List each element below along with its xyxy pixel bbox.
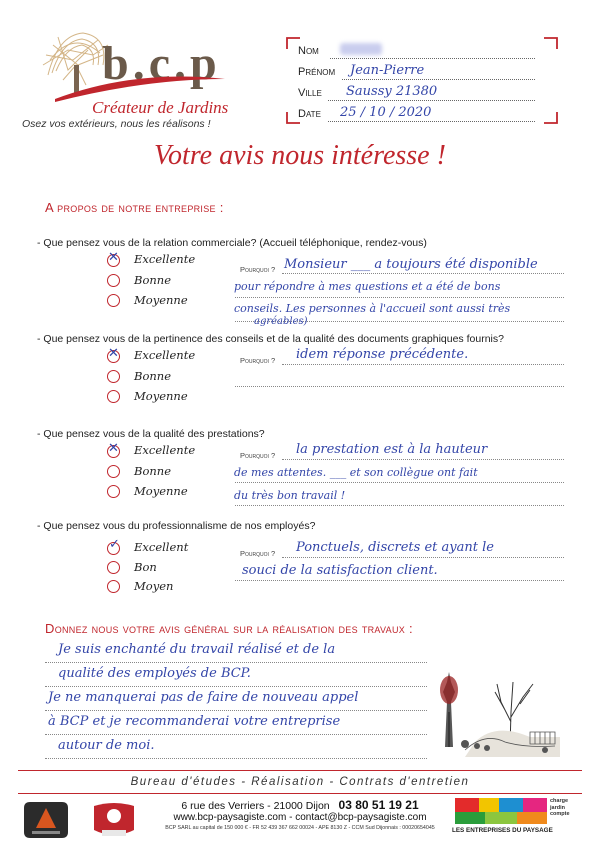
prenom-value: Jean-Pierre bbox=[350, 63, 425, 78]
nom-label: Nom bbox=[298, 45, 319, 57]
question-4: - Que pensez vous du professionnalisme de nos employés? bbox=[37, 520, 316, 532]
ville-value: Saussy 21380 bbox=[346, 84, 438, 99]
q4-option-moyen[interactable] bbox=[107, 580, 120, 593]
footer-email[interactable]: contact@bcp-paysagiste.com bbox=[295, 812, 427, 823]
general-line-4 bbox=[45, 734, 427, 735]
footer-phone: 03 80 51 19 21 bbox=[338, 798, 419, 812]
q1-option-label-2: Bonne bbox=[134, 273, 171, 287]
q1-answer-2: pour répondre à mes questions et a été de bons bbox=[234, 280, 501, 293]
q3-check-mark: ✕ bbox=[108, 441, 119, 456]
q4-pourquoi: Pourquoi ? bbox=[240, 549, 276, 558]
q1-option-label-1: Excellente bbox=[134, 252, 196, 266]
brand-name: b.c.p bbox=[102, 37, 221, 90]
q3-answer-2: de mes attentes. ___ et son collègue ont fait bbox=[234, 466, 478, 479]
general-answer-2: qualité des employés de BCP. bbox=[58, 666, 251, 681]
footer-legal: BCP SARL au capital de 150 000 € - FR 52 439 367 662 00024 - APE 8130 Z - CCM Sud Dijonnais : 00020654045 bbox=[165, 825, 435, 831]
q2-line-2 bbox=[235, 386, 564, 387]
logo-block-green bbox=[455, 812, 485, 824]
q1-check-mark: ✕ bbox=[108, 250, 119, 265]
q3-option-label-2: Bonne bbox=[134, 464, 171, 478]
q2-pourquoi: Pourquoi ? bbox=[240, 356, 276, 365]
brand-tagline: Osez vos extérieurs, nous les réalisons ! bbox=[22, 118, 211, 130]
logo-block-orange bbox=[517, 812, 547, 824]
logo-block-pink bbox=[523, 798, 547, 812]
general-line-2 bbox=[45, 686, 427, 687]
q2-option-moyenne[interactable] bbox=[107, 390, 120, 403]
prenom-label: Prénom bbox=[298, 66, 336, 78]
section-company-title: A propos de notre entreprise : bbox=[45, 200, 224, 215]
q3-line-3 bbox=[235, 505, 564, 506]
q2-option-label-3: Moyenne bbox=[134, 389, 188, 403]
q2-check-mark: ✕ bbox=[108, 346, 119, 361]
general-answer-4: à BCP et je recommanderai votre entreprise bbox=[48, 714, 341, 729]
footer-top-rule bbox=[18, 770, 582, 771]
q1-line-2 bbox=[235, 297, 564, 298]
logo-block-red bbox=[455, 798, 479, 812]
q3-option-label-1: Excellente bbox=[134, 443, 196, 457]
ville-label: Ville bbox=[298, 87, 322, 99]
logo-right-name: LES ENTREPRISES DU PAYSAGE bbox=[452, 827, 553, 834]
identity-box bbox=[286, 37, 558, 124]
logo-block-blue bbox=[499, 798, 523, 812]
prenom-line bbox=[342, 79, 535, 80]
footer-address-line bbox=[150, 798, 450, 812]
q4-option-label-2: Bon bbox=[134, 560, 157, 574]
q3-answer-3: du très bon travail ! bbox=[234, 489, 346, 502]
general-line-1 bbox=[45, 662, 427, 663]
q2-answer-1: idem réponse précédente. bbox=[296, 347, 469, 362]
footer-services: Bureau d'études - Réalisation - Contrats d'entretien bbox=[130, 776, 470, 788]
section-general-title: Donnez nous votre avis général sur la réalisation des travaux : bbox=[45, 621, 413, 636]
q1-option-bonne[interactable] bbox=[107, 274, 120, 287]
question-3: - Que pensez vous de la qualité des prestations? bbox=[37, 428, 265, 440]
date-label: Date bbox=[298, 108, 321, 120]
nom-line bbox=[330, 58, 535, 59]
garden-illustration-icon bbox=[435, 662, 560, 757]
q4-option-label-3: Moyen bbox=[134, 579, 174, 593]
q1-line-1 bbox=[282, 273, 564, 274]
q3-pourquoi: Pourquoi ? bbox=[240, 451, 276, 460]
q4-option-bon[interactable] bbox=[107, 561, 120, 574]
q2-option-label-2: Bonne bbox=[134, 369, 171, 383]
q2-option-label-1: Excellente bbox=[134, 348, 196, 362]
q2-line-1 bbox=[282, 364, 564, 365]
question-2: - Que pensez vous de la pertinence des conseils et de la qualité des documents graphiques fournis? bbox=[37, 333, 504, 345]
q1-answer-1: Monsieur ___ a toujours été disponible bbox=[284, 257, 538, 272]
q2-option-bonne[interactable] bbox=[107, 370, 120, 383]
q3-option-bonne[interactable] bbox=[107, 465, 120, 478]
footer-address: 6 rue des Verriers - 21000 Dijon bbox=[181, 800, 330, 812]
q3-option-moyenne[interactable] bbox=[107, 485, 120, 498]
question-1: - Que pensez vous de la relation commerciale? (Accueil téléphonique, rendez-vous) bbox=[37, 237, 427, 249]
q4-answer-1: Ponctuels, discrets et ayant le bbox=[296, 540, 494, 555]
general-answer-5: autour de moi. bbox=[58, 738, 155, 753]
logo-tag-2: jardin bbox=[550, 804, 565, 811]
nom-redacted bbox=[340, 43, 382, 55]
logo-block-lime bbox=[485, 812, 517, 824]
logo-block-yellow bbox=[479, 798, 499, 812]
q4-line-1 bbox=[282, 557, 564, 558]
q4-answer-2: souci de la satisfaction client. bbox=[242, 563, 438, 578]
page-title: Votre avis nous intéresse ! bbox=[154, 140, 446, 171]
footer-separator: - bbox=[289, 812, 293, 823]
general-line-5 bbox=[45, 758, 427, 759]
logo-right-tags bbox=[550, 798, 570, 818]
general-line-3 bbox=[45, 710, 427, 711]
footer-website[interactable]: www.bcp-paysagiste.com bbox=[173, 812, 287, 823]
general-answer-3: Je ne manquerai pas de faire de nouveau appel bbox=[48, 690, 359, 705]
q3-answer-1: la prestation est à la hauteur bbox=[296, 442, 488, 457]
q4-check-mark: ✓ bbox=[109, 537, 120, 552]
logo-tag-1: charge bbox=[550, 798, 569, 804]
entreprises-paysage-logo bbox=[455, 798, 547, 824]
q3-line-2 bbox=[235, 482, 564, 483]
general-answer-1: Je suis enchanté du travail réalisé et de la bbox=[58, 642, 336, 657]
date-value: 25 / 10 / 2020 bbox=[340, 105, 432, 120]
accreditation-logo-left bbox=[22, 800, 70, 840]
q1-answer-4: agréables) bbox=[254, 316, 308, 327]
q4-line-2 bbox=[235, 580, 564, 581]
date-line bbox=[328, 121, 535, 122]
q1-option-label-3: Moyenne bbox=[134, 293, 188, 307]
q1-option-moyenne[interactable] bbox=[107, 294, 120, 307]
q3-option-label-3: Moyenne bbox=[134, 484, 188, 498]
q3-line-1 bbox=[282, 459, 564, 460]
ville-line bbox=[328, 100, 535, 101]
footer-bottom-rule bbox=[18, 793, 582, 794]
certification-logo bbox=[90, 800, 138, 840]
logo-tag-3: compte bbox=[550, 811, 570, 817]
brand-subtitle: Créateur de Jardins bbox=[92, 98, 229, 117]
footer-web-line bbox=[150, 812, 450, 823]
q1-pourquoi: Pourquoi ? bbox=[240, 265, 276, 274]
q1-answer-3: conseils. Les personnes à l'accueil sont aussi très bbox=[234, 302, 511, 315]
q4-option-label-1: Excellent bbox=[134, 540, 189, 554]
